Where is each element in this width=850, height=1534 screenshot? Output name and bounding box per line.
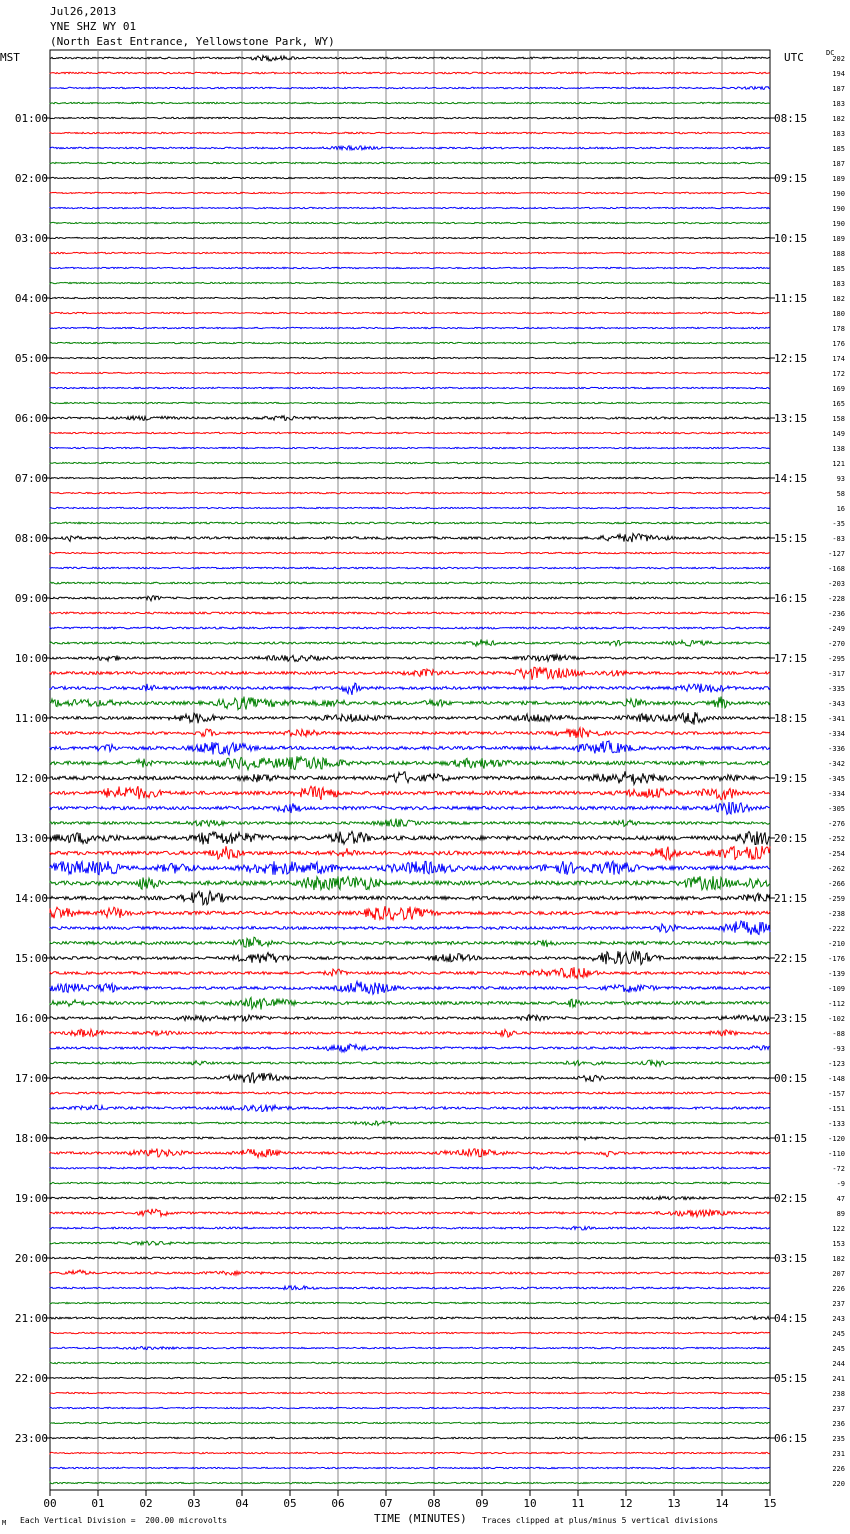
seismic-trace	[50, 802, 770, 814]
dc-offset-label: 182	[832, 115, 845, 123]
dc-offset-label: -93	[832, 1045, 845, 1053]
seismic-trace	[50, 1015, 770, 1022]
dc-offset-label: -254	[828, 850, 845, 858]
dc-offset-label: 235	[832, 1435, 845, 1443]
utc-hour-label: 15:15	[774, 532, 808, 545]
x-axis-title: TIME (MINUTES)	[374, 1512, 467, 1525]
mst-hour-label: 15:00	[14, 952, 48, 965]
seismic-trace	[50, 342, 770, 343]
utc-hour-label: 19:15	[774, 772, 808, 785]
x-tick-label: 12	[619, 1497, 633, 1510]
x-tick-label: 01	[91, 1497, 105, 1510]
seismic-trace	[50, 252, 770, 253]
mst-hour-label: 21:00	[14, 1312, 48, 1325]
date-label: Jul26,2013	[50, 5, 117, 18]
seismic-trace	[50, 416, 770, 421]
dc-label: DC	[826, 49, 835, 57]
seismic-trace	[50, 1392, 770, 1393]
dc-offset-label: -35	[832, 520, 845, 528]
dc-offset-label: -109	[828, 985, 845, 993]
seismic-trace	[50, 432, 770, 433]
seismic-trace	[50, 786, 770, 800]
utc-hour-label: 11:15	[774, 292, 808, 305]
seismic-trace	[50, 282, 770, 283]
mst-hour-label: 22:00	[14, 1372, 48, 1385]
mst-label: MST	[0, 51, 20, 64]
mst-hour-label: 13:00	[14, 832, 48, 845]
dc-offset-label: 245	[832, 1330, 845, 1338]
seismic-trace	[50, 937, 770, 947]
x-tick-label: 14	[715, 1497, 729, 1510]
mst-hour-label: 02:00	[14, 172, 48, 185]
dc-offset-label: 237	[832, 1405, 845, 1413]
utc-hour-label: 01:15	[774, 1132, 808, 1145]
seismic-trace	[50, 921, 770, 935]
mst-hour-label: 23:00	[14, 1432, 48, 1445]
dc-offset-label: -342	[828, 760, 845, 768]
seismic-trace	[50, 1137, 770, 1140]
seismic-trace	[50, 1362, 770, 1363]
dc-offset-label: -249	[828, 625, 845, 633]
dc-offset-label: 153	[832, 1240, 845, 1248]
seismic-trace	[50, 981, 770, 994]
seismic-trace	[50, 640, 770, 647]
utc-hour-label: 10:15	[774, 232, 808, 245]
utc-hour-label: 09:15	[774, 172, 808, 185]
seismic-trace	[50, 372, 770, 373]
seismic-trace	[50, 1452, 770, 1453]
seismic-trace	[50, 1167, 770, 1169]
dc-offset-label: -123	[828, 1060, 845, 1068]
utc-hour-label: 13:15	[774, 412, 808, 425]
dc-offset-label: 183	[832, 280, 845, 288]
dc-offset-label: 194	[832, 70, 845, 78]
dc-offset-label: -9	[836, 1180, 845, 1188]
seismic-trace	[50, 697, 770, 710]
dc-offset-label: 190	[832, 190, 845, 198]
seismic-trace	[50, 1302, 770, 1303]
dc-offset-label: -252	[828, 835, 845, 843]
x-tick-label: 00	[43, 1497, 57, 1510]
x-tick-label: 10	[523, 1497, 537, 1510]
seismic-trace	[50, 1257, 770, 1259]
dc-offset-label: 189	[832, 175, 845, 183]
seismic-trace	[50, 1270, 770, 1275]
seismic-trace	[50, 177, 770, 178]
utc-hour-label: 22:15	[774, 952, 808, 965]
dc-offset-label: -305	[828, 805, 845, 813]
dc-offset-label: 220	[832, 1480, 845, 1488]
dc-offset-label: -295	[828, 655, 845, 663]
dc-offset-label: 165	[832, 400, 845, 408]
mst-hour-label: 03:00	[14, 232, 48, 245]
dc-offset-label: -276	[828, 820, 845, 828]
seismic-trace	[50, 728, 770, 738]
seismic-trace	[50, 534, 770, 543]
x-tick-label: 04	[235, 1497, 249, 1510]
seismic-trace	[50, 998, 770, 1010]
dc-offset-label: 189	[832, 235, 845, 243]
seismic-trace	[50, 1182, 770, 1184]
seismic-trace	[50, 1437, 770, 1439]
seismic-trace	[50, 741, 770, 755]
seismic-trace	[50, 492, 770, 493]
dc-offset-label: 180	[832, 310, 845, 318]
seismic-trace	[50, 756, 770, 770]
seismic-trace	[50, 56, 770, 62]
dc-offset-label: 169	[832, 385, 845, 393]
mst-hour-label: 07:00	[14, 472, 48, 485]
corner-mark: M	[2, 1519, 7, 1527]
dc-offset-label: 187	[832, 85, 845, 93]
seismic-trace	[50, 522, 770, 524]
dc-offset-label: -270	[828, 640, 845, 648]
seismic-trace	[50, 906, 770, 920]
dc-offset-label: 238	[832, 1390, 845, 1398]
dc-offset-label: 202	[832, 55, 845, 63]
dc-offset-label: 93	[836, 475, 845, 483]
seismic-trace	[50, 951, 770, 964]
utc-hour-label: 05:15	[774, 1372, 808, 1385]
dc-offset-label: -345	[828, 775, 845, 783]
seismic-trace	[50, 387, 770, 388]
dc-offset-label: 188	[832, 250, 845, 258]
dc-offset-label: -168	[828, 565, 845, 573]
dc-offset-label: 47	[836, 1195, 845, 1203]
dc-offset-label: -343	[828, 700, 845, 708]
mst-hour-label: 10:00	[14, 652, 48, 665]
seismic-trace	[50, 712, 770, 725]
utc-hour-label: 02:15	[774, 1192, 808, 1205]
dc-offset-label: -148	[828, 1075, 845, 1083]
dc-offset-label: -238	[828, 910, 845, 918]
seismic-trace	[50, 819, 770, 827]
dc-offset-label: -335	[828, 685, 845, 693]
dc-offset-label: 226	[832, 1465, 845, 1473]
dc-offset-label: 176	[832, 340, 845, 348]
seismic-trace	[50, 683, 770, 695]
x-tick-label: 11	[571, 1497, 585, 1510]
dc-offset-label: 183	[832, 100, 845, 108]
seismic-trace	[50, 1241, 770, 1245]
dc-offset-label: 185	[832, 145, 845, 153]
seismic-trace	[50, 162, 770, 163]
utc-hour-label: 03:15	[774, 1252, 808, 1265]
dc-offset-label: -341	[828, 715, 845, 723]
dc-offset-label: -259	[828, 895, 845, 903]
seismic-trace	[50, 72, 770, 74]
mst-hour-label: 09:00	[14, 592, 48, 605]
seismic-trace	[50, 1226, 770, 1230]
x-tick-label: 06	[331, 1497, 345, 1510]
seismic-trace	[50, 1029, 770, 1037]
mst-hour-label: 14:00	[14, 892, 48, 905]
mst-hour-label: 06:00	[14, 412, 48, 425]
dc-offset-label: -127	[828, 550, 845, 558]
seismic-trace	[50, 1347, 770, 1350]
dc-offset-label: -266	[828, 880, 845, 888]
seismic-trace	[50, 627, 770, 629]
dc-offset-label: 183	[832, 130, 845, 138]
dc-offset-label: 190	[832, 220, 845, 228]
seismic-trace	[50, 1209, 770, 1217]
dc-offset-label: 182	[832, 1255, 845, 1263]
x-tick-label: 08	[427, 1497, 441, 1510]
seismic-trace	[50, 1121, 770, 1126]
mst-hour-label: 20:00	[14, 1252, 48, 1265]
seismic-trace	[50, 967, 770, 978]
seismic-trace	[50, 1060, 770, 1066]
seismic-trace	[50, 312, 770, 313]
utc-label: UTC	[784, 51, 804, 64]
utc-hour-label: 23:15	[774, 1012, 808, 1025]
station-label: YNE SHZ WY 01	[50, 20, 137, 33]
dc-offset-label: -336	[828, 745, 845, 753]
dc-offset-label: -88	[832, 1030, 845, 1038]
dc-offset-label: 226	[832, 1285, 845, 1293]
seismic-trace	[50, 771, 770, 784]
seismic-trace	[50, 1407, 770, 1408]
dc-offset-label: -120	[828, 1135, 845, 1143]
dc-offset-label: -262	[828, 865, 845, 873]
seismic-trace	[50, 402, 770, 403]
mst-hour-label: 11:00	[14, 712, 48, 725]
seismic-trace	[50, 876, 770, 890]
dc-offset-label: 207	[832, 1270, 845, 1278]
dc-offset-label: 187	[832, 160, 845, 168]
seismic-trace	[50, 117, 770, 118]
dc-offset-label: 231	[832, 1450, 845, 1458]
utc-hour-label: 08:15	[774, 112, 808, 125]
seismic-trace	[50, 1422, 770, 1423]
dc-offset-label: -72	[832, 1165, 845, 1173]
x-tick-label: 09	[475, 1497, 489, 1510]
seismic-trace	[50, 192, 770, 193]
mst-hour-label: 17:00	[14, 1072, 48, 1085]
utc-hour-label: 21:15	[774, 892, 808, 905]
dc-offset-label: 241	[832, 1375, 845, 1383]
dc-offset-label: -228	[828, 595, 845, 603]
utc-hour-label: 04:15	[774, 1312, 808, 1325]
dc-offset-label: 237	[832, 1300, 845, 1308]
dc-offset-label: -133	[828, 1120, 845, 1128]
dc-offset-label: 16	[836, 505, 845, 513]
x-tick-label: 07	[379, 1497, 393, 1510]
seismic-trace	[50, 1105, 770, 1112]
seismic-trace	[50, 146, 770, 150]
location-label: (North East Entrance, Yellowstone Park, WY)	[50, 35, 335, 48]
seismic-trace	[50, 567, 770, 569]
seismic-trace	[50, 357, 770, 358]
mst-hour-label: 01:00	[14, 112, 48, 125]
seismic-trace	[50, 237, 770, 238]
seismic-trace	[50, 447, 770, 448]
dc-offset-label: -317	[828, 670, 845, 678]
dc-offset-label: 122	[832, 1225, 845, 1233]
mst-hour-label: 05:00	[14, 352, 48, 365]
dc-offset-label: 244	[832, 1360, 845, 1368]
seismic-trace	[50, 222, 770, 223]
seismic-trace	[50, 132, 770, 133]
dc-offset-label: 185	[832, 265, 845, 273]
utc-hour-label: 14:15	[774, 472, 808, 485]
seismic-trace	[50, 1317, 770, 1320]
seismic-trace	[50, 1377, 770, 1378]
dc-offset-label: 178	[832, 325, 845, 333]
dc-offset-label: 172	[832, 370, 845, 378]
seismic-trace	[50, 1482, 770, 1483]
dc-offset-label: 236	[832, 1420, 845, 1428]
dc-offset-label: -334	[828, 790, 845, 798]
seismic-trace	[50, 1467, 770, 1468]
dc-offset-label: 245	[832, 1345, 845, 1353]
seismic-trace	[50, 667, 770, 680]
seismic-trace	[50, 831, 770, 844]
seismic-trace	[50, 1044, 770, 1052]
dc-offset-label: -210	[828, 940, 845, 948]
seismic-trace	[50, 102, 770, 103]
mst-hour-label: 18:00	[14, 1132, 48, 1145]
utc-hour-label: 00:15	[774, 1072, 808, 1085]
x-tick-label: 15	[763, 1497, 777, 1510]
seismic-trace	[50, 1196, 770, 1199]
mst-hour-label: 08:00	[14, 532, 48, 545]
seismic-trace	[50, 327, 770, 328]
dc-offset-label: -112	[828, 1000, 845, 1008]
seismic-trace	[50, 462, 770, 463]
seismic-trace	[50, 477, 770, 478]
utc-hour-label: 06:15	[774, 1432, 808, 1445]
dc-offset-label: -236	[828, 610, 845, 618]
seismic-trace	[50, 655, 770, 662]
dc-offset-label: -334	[828, 730, 845, 738]
utc-hour-label: 17:15	[774, 652, 808, 665]
seismic-trace	[50, 207, 770, 208]
seismic-trace	[50, 1149, 770, 1158]
seismic-trace	[50, 552, 770, 553]
mst-hour-label: 04:00	[14, 292, 48, 305]
dc-offset-label: -102	[828, 1015, 845, 1023]
mst-hour-label: 12:00	[14, 772, 48, 785]
dc-offset-label: 190	[832, 205, 845, 213]
seismic-trace	[50, 1073, 770, 1084]
dc-offset-label: 89	[836, 1210, 845, 1218]
clip-note: Traces clipped at plus/minus 5 vertical divisions	[482, 1516, 719, 1525]
x-tick-label: 05	[283, 1497, 297, 1510]
seismic-trace	[50, 87, 770, 90]
seismic-trace	[50, 596, 770, 601]
seismic-trace	[50, 1332, 770, 1333]
x-tick-label: 02	[139, 1497, 153, 1510]
dc-offset-label: 121	[832, 460, 845, 468]
seismic-trace	[50, 1286, 770, 1290]
seismic-trace	[50, 582, 770, 584]
dc-offset-label: 158	[832, 415, 845, 423]
seismic-trace	[50, 846, 770, 860]
seismic-trace	[50, 861, 770, 875]
dc-offset-label: -139	[828, 970, 845, 978]
x-tick-label: 03	[187, 1497, 201, 1510]
utc-hour-label: 18:15	[774, 712, 808, 725]
dc-offset-label: -157	[828, 1090, 845, 1098]
dc-offset-label: 138	[832, 445, 845, 453]
dc-offset-label: 149	[832, 430, 845, 438]
seismic-trace	[50, 612, 770, 614]
dc-offset-label: 174	[832, 355, 845, 363]
utc-hour-label: 16:15	[774, 592, 808, 605]
scale-note: Each Vertical Division = 200.00 microvolts	[20, 1516, 228, 1525]
seismic-trace	[50, 297, 770, 298]
dc-offset-label: 58	[836, 490, 845, 498]
dc-offset-label: -110	[828, 1150, 845, 1158]
dc-offset-label: -203	[828, 580, 845, 588]
dc-offset-label: -151	[828, 1105, 845, 1113]
dc-offset-label: 182	[832, 295, 845, 303]
seismic-trace	[50, 267, 770, 268]
dc-offset-label: -222	[828, 925, 845, 933]
utc-hour-label: 12:15	[774, 352, 808, 365]
seismic-trace	[50, 507, 770, 508]
seismic-trace	[50, 1092, 770, 1094]
mst-hour-label: 16:00	[14, 1012, 48, 1025]
dc-offset-label: 243	[832, 1315, 845, 1323]
utc-hour-label: 20:15	[774, 832, 808, 845]
dc-offset-label: -176	[828, 955, 845, 963]
seismic-trace	[50, 891, 770, 905]
dc-offset-label: -83	[832, 535, 845, 543]
x-tick-label: 13	[667, 1497, 681, 1510]
mst-hour-label: 19:00	[14, 1192, 48, 1205]
